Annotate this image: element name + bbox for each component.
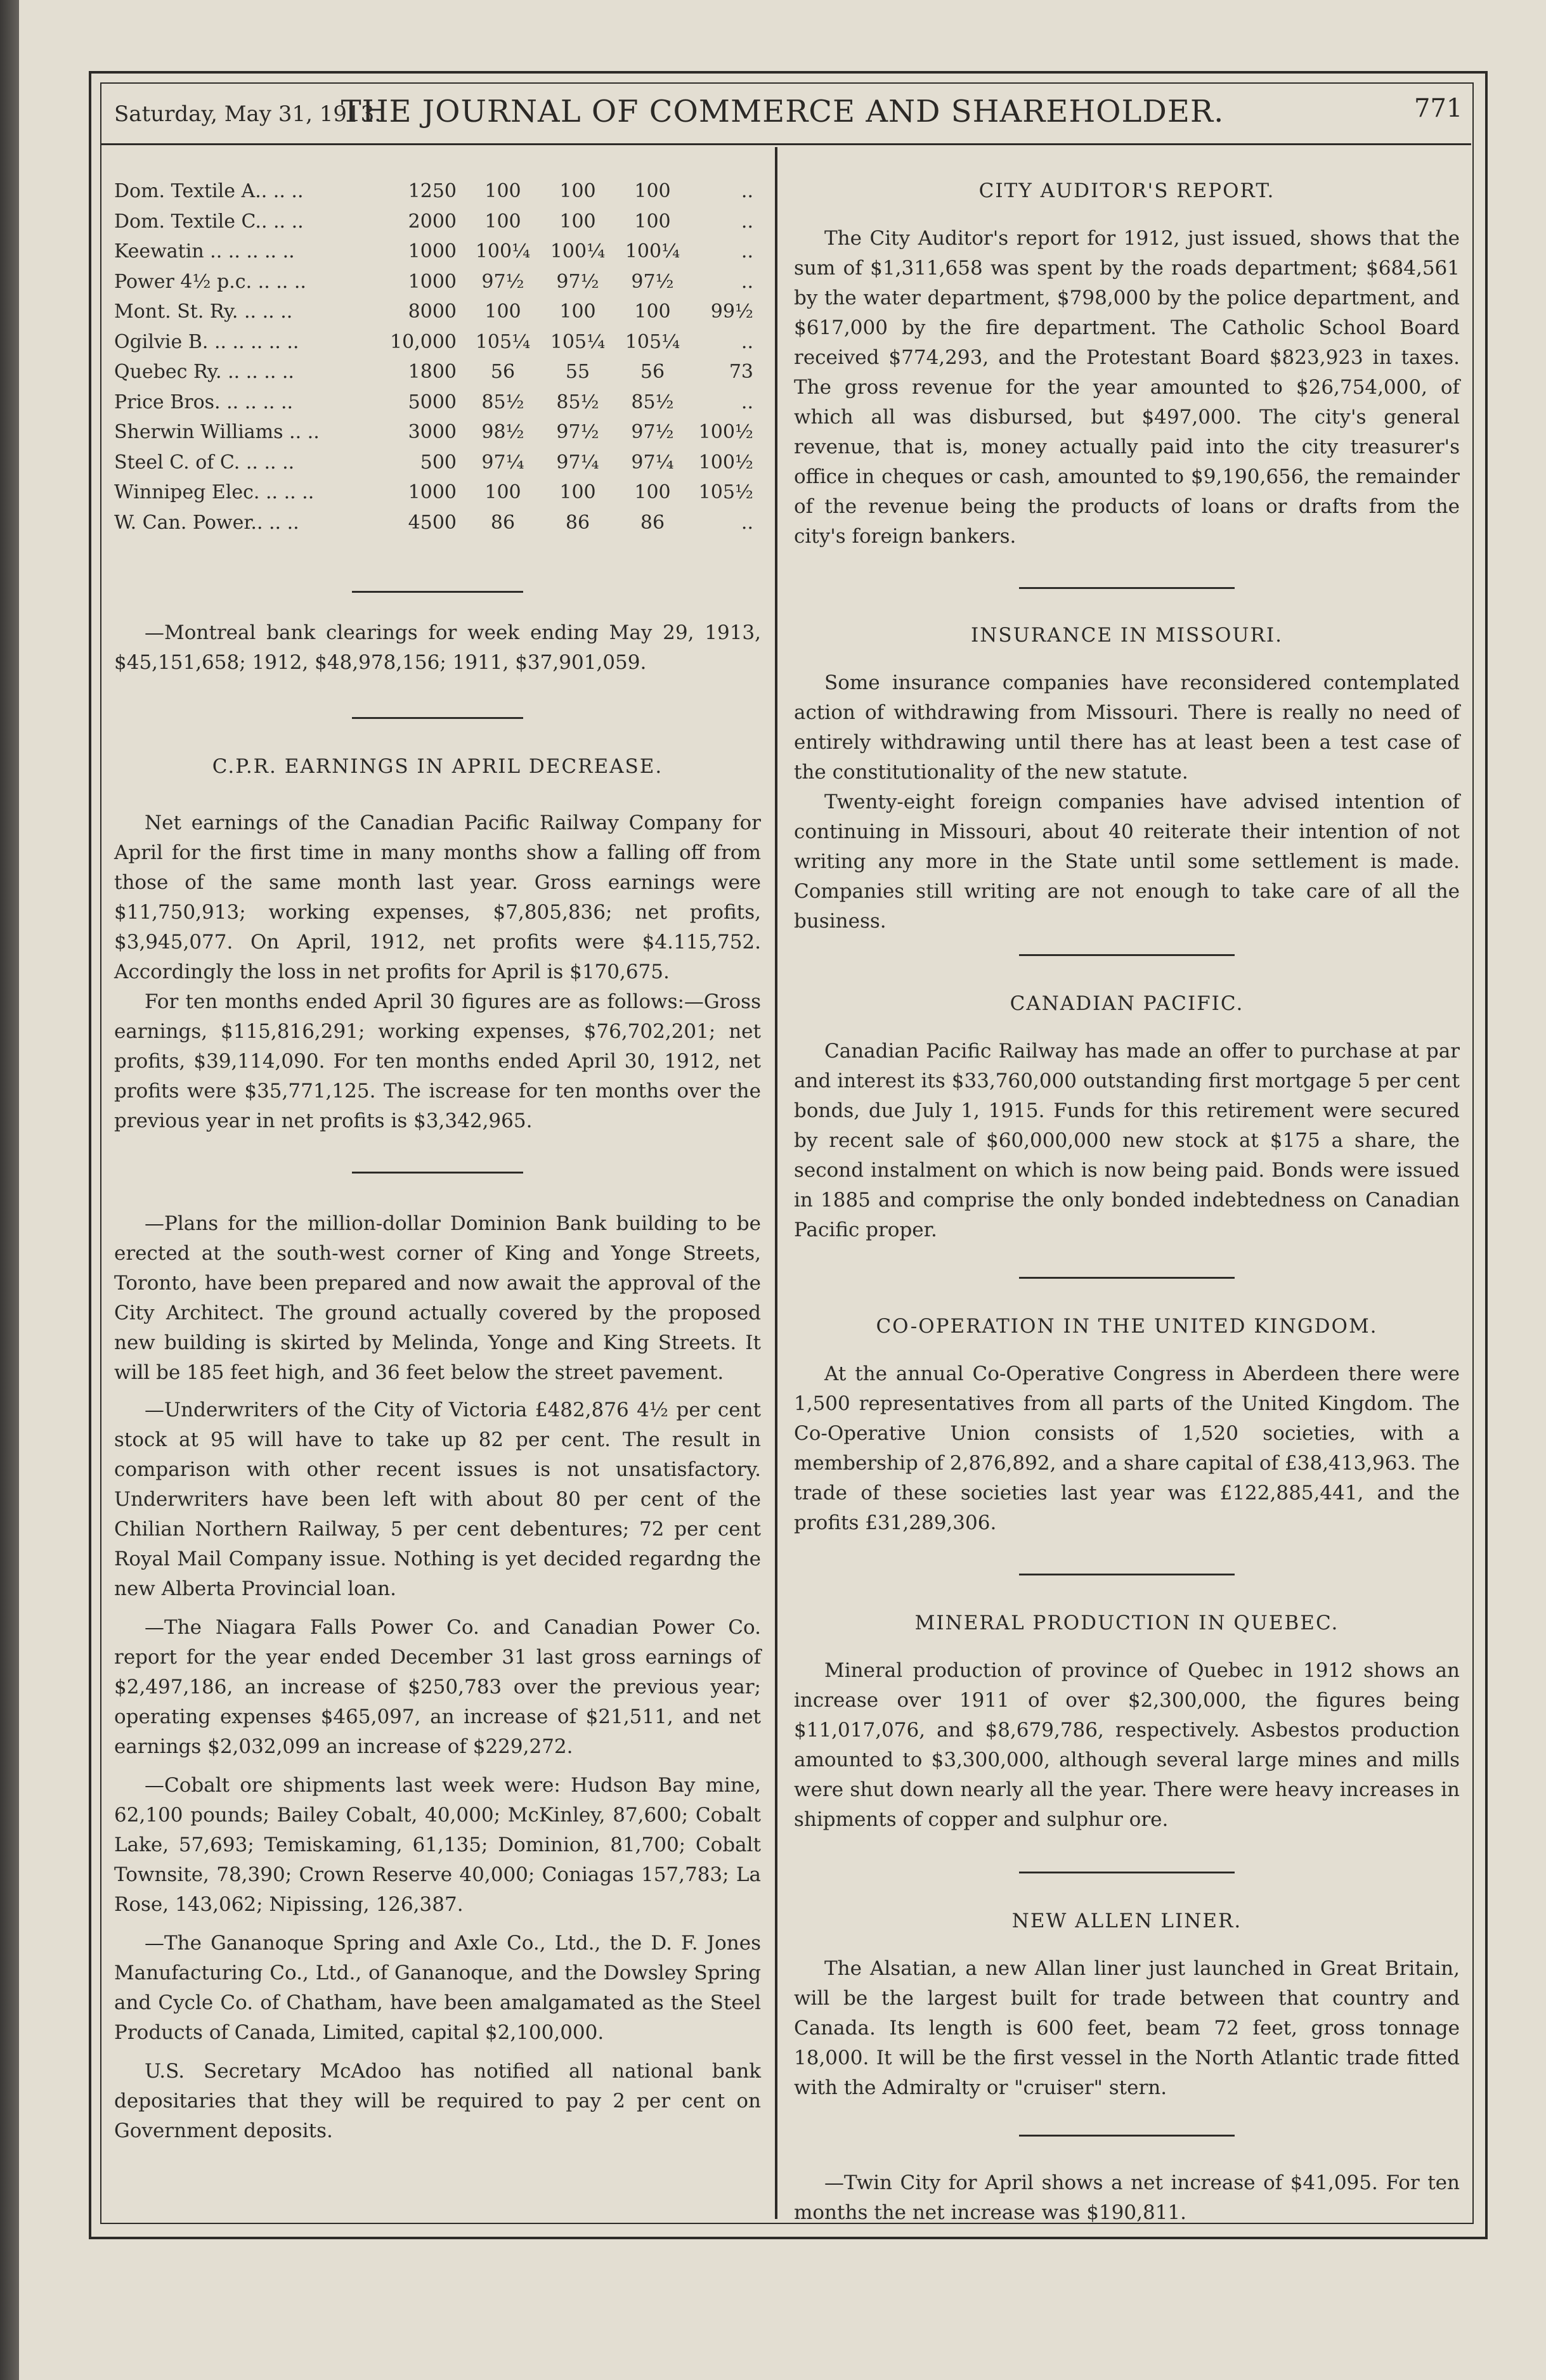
right-column [794,176,1460,2228]
newspaper-page [19,0,1546,2380]
stock-row [114,267,753,297]
missouri-paragraph-2: Twenty-eight foreign companies have advised intention of continuing in Missouri, about 40 reiterate their intention of not writing any more in the State until some settlement is made. Companies still writing are not enough to take care of all the business. [794,791,1460,933]
stock-row [114,357,753,387]
stock-value: 2000 [408,210,457,233]
cpr-earnings-paragraph: Net earnings of the Canadian Pacific Railway Company for April for the first time in many months show a falling off from those of the same month last year. Gross earnings were $11,750,913; working expenses, $7,805,836; net profits, $3,945,077. On April, 1912, net profits were $4.115,752. Accordingly the loss in net profits for April is $170,675. [114,812,761,983]
stock-name: Ogilvie B. .. .. .. .. .. [114,330,299,353]
cpr-earnings-heading: C.P.R. EARNINGS IN APRIL DECREASE. [212,755,663,778]
stock-value: .. [741,240,753,263]
stock-value: 1000 [408,481,457,504]
cooperation-paragraph: At the annual Co-Operative Congress in Aberdeen there were 1,500 representatives from all parts of the United Kingdom. The Co-Operative Union consists of 1,520 societies, with a membership of 2,876,892, and a share capital of £38,413,963. The trade of these societies last year was £122,885,441, and the profits £31,289,306. [794,1362,1460,1534]
stock-value: 97½ [556,421,599,444]
stock-row [114,417,753,448]
missouri-paragraph-1: Some insurance companies have reconsidered contemplated action of withdrawing from Missouri. There is really no need of entirely withdrawing until there has at least been a test case of the constitutionality of the new statute. [794,671,1460,784]
stock-value: 100 [559,180,596,203]
stock-name: Keewatin .. .. .. .. .. [114,240,295,263]
stock-value: 97½ [631,270,674,293]
stock-value: 500 [420,451,457,474]
stock-value: 100 [484,180,521,203]
stock-value: 100½ [698,421,753,444]
quebec-mineral-paragraph: Mineral production of province of Quebec in 1912 shows an increase over 1911 of over $2,300,000, the figures being $11,017,076, and $8,679,786, respectively. Asbestos production amounted to $3,300,000, although several large mines and mills were shut down nearly all the year. There were heavy increases in shipments of copper and sulphur ore. [794,1659,1460,1831]
stock-value: 105¼ [550,330,606,353]
stock-row [114,297,753,327]
stock-value: .. [741,180,753,203]
stock-row [114,207,753,237]
victoria-underwriters-item: —Underwriters of the City of Victoria £482,876 4½ per cent stock at 95 will have to take up 82 per cent. The result in comparison with other recent issues is not unsatisfactory. Underwriters have been left with about 80 per cent of the Chilian Northern Railway, 5 per cent debentures; 72 per cent Royal Mail Company issue. Nothing is yet decided regardng the new Alberta Provincial loan. [114,1399,761,1600]
stock-value: 98½ [481,421,524,444]
niagara-power-item: —The Niagara Falls Power Co. and Canadian Power Co. report for the year ended December 31 last gross earnings of $2,497,186, an increase of $250,783 over the previous year; operating expenses $465,097, an increase of $21,511, and net earnings $2,032,099 an increase of $229,272. [114,1616,761,1758]
stock-value: 97¼ [556,451,599,474]
allan-liner-paragraph: The Alsatian, a new Allan liner just launched in Great Britain, will be the largest built for trade between that country and Canada. Its length is 600 feet, beam 72 feet, gross tonnage 18,000. It will be the first vessel in the North Atlantic trade fitted with the Admiralty or "cruiser" stern. [794,1957,1460,2099]
quebec-mineral-heading: MINERAL PRODUCTION IN QUEBEC. [914,1612,1339,1634]
stock-row [114,236,753,267]
stock-value: 100 [484,210,521,233]
stock-value: 86 [565,511,590,534]
stock-value: 99½ [710,301,753,323]
stock-value: 105¼ [475,330,531,353]
stock-value: 100 [484,481,521,504]
cpr-ten-months-paragraph: For ten months ended April 30 figures are as follows:—Gross earnings, $115,816,291; working expenses, $76,702,201; net profits, $39,114,090. For ten months ended April 30, 1912, net profits were $35,771,125. The iscrease for ten months over the previous year in net profits is $3,342,965. [114,990,761,1132]
stock-value: 97½ [631,421,674,444]
cobalt-shipments-item: —Cobalt ore shipments last week were: Hudson Bay mine, 62,100 pounds; Bailey Cobalt, 40,000; McKinley, 87,600; Cobalt Lake, 57,693; Temiskaming, 61,135; Dominion, 81,700; Cobalt Townsite, 78,390; Crown Reserve 40,000; Coniagas 157,783; La Rose, 143,062; Nipissing, 126,387. [114,1774,761,1916]
stock-value: .. [741,210,753,233]
stock-value: 100¼ [475,240,531,263]
stock-value: 100½ [698,451,753,474]
stock-value: 1000 [408,240,457,263]
stock-value: 100 [559,301,596,323]
stock-value: 100 [559,210,596,233]
stock-value: 86 [490,511,516,534]
canadian-pacific-heading: CANADIAN PACIFIC. [1010,992,1244,1015]
issue-date: Saturday, May 31, 1913. [114,101,382,127]
stock-name: Dom. Textile C.. .. .. [114,210,304,233]
stock-row [114,176,753,207]
auditor-report-paragraph: The City Auditor's report for 1912, just issued, shows that the sum of $1,311,658 was spent by the roads department; $684,561 by the water department, $798,000 by the police department, and $617,000 by the fire department. The Catholic School Board received $774,293, and the Protestant Board $823,923 in taxes. The gross revenue for the year amounted to $26,754,000, of which all was disbursed, but $497,000. The city's general revenue, that is, money actually paid into the city treasurer's office in cheques or cash, amounted to $9,190,656, the remainder of the revenue being the products of loans or drafts from the city's foreign bankers. [794,227,1460,548]
stock-value: 100 [634,180,671,203]
twin-city-item: —Twin City for April shows a net increase of $41,095. For ten months the net increase was $190,811. [794,2171,1460,2224]
stock-value: 100¼ [625,240,680,263]
left-column [114,176,761,2146]
stock-value: 105½ [698,481,753,504]
stock-name: Mont. St. Ry. .. .. .. [114,301,293,323]
stock-name: Winnipeg Elec. .. .. .. [114,481,315,504]
stock-value: .. [741,511,753,534]
stock-row [114,448,753,478]
stock-value: 100 [484,301,521,323]
stock-value: 105¼ [625,330,680,353]
stock-value: 56 [640,361,665,384]
missouri-insurance-heading: INSURANCE IN MISSOURI. [971,624,1283,647]
stock-value: 1000 [408,270,457,293]
stock-value: 100¼ [550,240,606,263]
gananoque-merger-item: —The Gananoque Spring and Axle Co., Ltd., the D. F. Jones Manufacturing Co., Ltd., of Gananoque, and the Dowsley Spring and Cycle Co. of Chatham, have been amalgamated as the Steel Products of Canada, Limited, capital $2,100,000. [114,1932,761,2044]
stock-value: .. [741,330,753,353]
stock-name: Dom. Textile A.. .. .. [114,180,304,203]
stock-value: 5000 [408,391,457,413]
stock-value: 97½ [481,270,524,293]
stock-value: 55 [565,361,590,384]
allan-liner-heading: NEW ALLEN LINER. [1011,1910,1242,1932]
stock-value: .. [741,270,753,293]
mcadoo-deposits-item: U.S. Secretary McAdoo has notified all national bank depositaries that they will be required to pay 2 per cent on Government deposits. [114,2060,761,2142]
stock-name: Sherwin Williams .. .. [114,421,320,444]
stock-value: 97¼ [631,451,674,474]
stock-value: 4500 [408,511,457,534]
stock-value: 56 [490,361,516,384]
dominion-bank-item: —Plans for the million-dollar Dominion Bank building to be erected at the south-west corner of King and Yonge Streets, Toronto, have been prepared and now await the approval of the City Architect. The ground actually covered by the proposed new building is skirted by Melinda, Yonge and King Streets. It will be 185 feet high, and 36 feet below the street pavement. [114,1212,761,1384]
stock-value: 100 [559,481,596,504]
page-number: 771 [1414,94,1463,123]
journal-title: THE JOURNAL OF COMMERCE AND SHAREHOLDER. [341,94,1224,129]
canadian-pacific-paragraph: Canadian Pacific Railway has made an offer to purchase at par and interest its $33,760,000 outstanding first mortgage 5 per cent bonds, due July 1, 1915. Funds for this retirement were secured by recent sale of $60,000,000 new stock at $175 a share, the second instalment on which is now being paid. Bonds were issued in 1885 and comprise the only bonded indebtedness on Canadian Pacific proper. [794,1040,1460,1241]
stock-row [114,327,753,358]
bank-clearings-item: —Montreal bank clearings for week ending May 29, 1913, $45,151,658; 1912, $48,978,156; 1911, $37,901,059. [114,621,761,674]
stock-name: Power 4½ p.c. .. .. .. [114,270,306,293]
stock-value: 3000 [408,421,457,444]
stock-value: 10,000 [390,330,457,353]
stock-table [114,176,753,538]
stock-name: Quebec Ry. .. .. .. .. [114,361,294,384]
auditor-report-heading: CITY AUDITOR'S REPORT. [978,179,1275,202]
stock-value: 1250 [408,180,457,203]
header-rule [101,143,1471,145]
stock-name: W. Can. Power.. .. .. [114,511,299,534]
stock-value: 97¼ [481,451,524,474]
stock-row [114,387,753,418]
stock-value: .. [741,391,753,413]
stock-value: 73 [729,361,753,384]
stock-value: 85½ [481,391,524,413]
stock-value: 100 [634,301,671,323]
stock-value: 86 [640,511,665,534]
stock-value: 97½ [556,270,599,293]
stock-row [114,508,753,538]
stock-value: 1800 [408,361,457,384]
stock-value: 100 [634,481,671,504]
cooperation-heading: CO-OPERATION IN THE UNITED KINGDOM. [876,1315,1378,1338]
stock-row [114,477,753,508]
stock-value: 85½ [631,391,674,413]
stock-value: 8000 [408,301,457,323]
stock-name: Steel C. of C. .. .. .. [114,451,295,474]
stock-value: 85½ [556,391,599,413]
stock-value: 100 [634,210,671,233]
stock-name: Price Bros. .. .. .. .. [114,391,294,413]
column-divider [775,147,777,2219]
